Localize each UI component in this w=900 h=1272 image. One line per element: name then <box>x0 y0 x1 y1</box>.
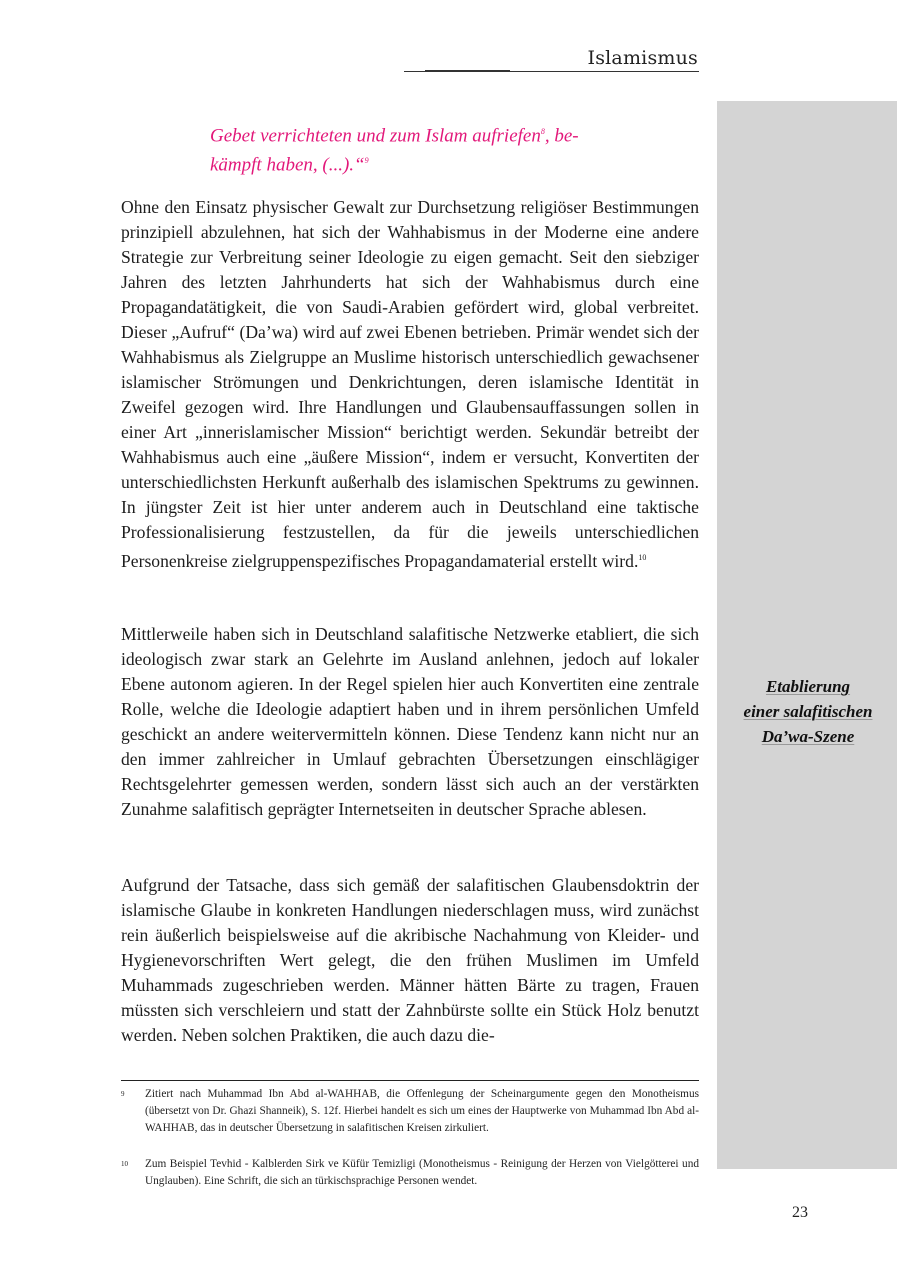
sidebar-heading-line-3: Da’wa-Szene <box>761 727 855 746</box>
header-rule-accent <box>425 70 510 72</box>
sidebar-heading-line-1: Etablierung <box>765 677 851 696</box>
block-quote <box>210 119 615 178</box>
footnote-ref-10: 10 <box>638 553 647 562</box>
footnote-ref-8: 8 <box>540 127 545 136</box>
footnote-number: 10 <box>121 1160 128 1168</box>
footnote-text: Zitiert nach Muhammad Ibn Abd al-WAHHAB, die Offenlegung der Scheinargumente gegen den Monotheismus (übersetzt von Dr. Ghazi Shanneik), S. 12f. Hierbei handelt es sich um eines der Hauptwerke von Muhammad Ibn Abd al-WAHHAB, das in deutscher Übersetzung in salafitischen Kreisen zirkuliert. <box>145 1088 699 1134</box>
footnote-rule <box>121 1080 699 1081</box>
footnote-text: Zum Beispiel Tevhid - Kalblerden Sirk ve Küfür Temizligi (Monotheismus - Reinigung der Herzen von Vielgötterei und Unglauben). Eine Schrift, die sich an türkischsprachige Personen wendet. <box>145 1158 699 1187</box>
footnote-ref-9: 9 <box>364 156 369 166</box>
body-paragraph-1-text: Ohne den Einsatz physischer Gewalt zur Durchsetzung religiöser Bestimmungen prinzipiell abzulehnen, hat sich der Wahhabismus in der Moderne eine andere Strategie zur Verbreitung seiner Ideologie zu eigen gemacht. Seit den siebziger Jahren des letzten Jahrhunderts hat sich der Wahhabismus durch eine Propagandatätigkeit, die von Saudi-Arabien gefördert wird, global verbreitet. Dieser „Aufruf“ (Da’wa) wird auf zwei Ebenen betrieben. Primär wendet sich der Wahhabismus als Zielgruppe an Muslime historisch unterschiedlich gewachsener islamischer Strömungen und Denkrichtungen, deren islamische Identität in Zweifel gezogen wird. Ihre Handlungen und Glaubensauffassungen sollen in einer Art „innerislamischer Mission“ berichtigt werden. Sekundär betreibt der Wahhabismus auch eine „äußere Mission“, indem er versucht, Konvertiten der unterschiedlichsten Herkunft außerhalb des islamischen Spektrums zu gewinnen. In jüngster Zeit ist hier unter anderem auch in Deutschland eine taktische Professionalisierung festzustellen, da für die jeweils unterschiedlichen Personenkreise zielgruppenspezifisches Propagandamaterial erstellt wird. <box>121 197 699 571</box>
body-paragraph-2: Mittlerweile haben sich in Deutschland salafitische Netzwerke etabliert, die sich ideologisch zwar stark an Gelehrte im Ausland anlehnen, jedoch auf lokaler Ebene autonom agieren. In der Regel spielen hier auch Konvertiten eine zentrale Rolle, welche die Ideologie adaptiert haben und in ihrem persönlichen Umfeld geschickt an andere weitervermitteln können. Diese Tendenz kann nicht nur an den immer zahlreicher in Umlauf gebrachten Übersetzungen einschlägiger Rechtsgelehrter gemessen werden, sondern lässt sich auch an der verstärkten Zunahme salafitisch geprägter Internetseiten in deutscher Sprache ablesen. <box>121 624 699 819</box>
page-number: 23 <box>792 1204 808 1221</box>
quote-line-1: Gebet verrichteten und zum Islam aufriefen <box>210 125 541 147</box>
footnote-number: 9 <box>121 1090 125 1098</box>
body-paragraph-1 <box>121 195 699 574</box>
sidebar-heading-line-2: einer salafitischen <box>743 702 873 721</box>
margin-sidebar <box>717 101 897 1169</box>
footnote-10 <box>121 1156 699 1190</box>
quote-line-2: kämpft haben, (...).“ <box>210 154 365 176</box>
sidebar-heading <box>726 674 890 749</box>
quote-line-1-tail: , be- <box>544 125 579 147</box>
running-header-title: Islamismus <box>587 47 698 69</box>
footnote-9 <box>121 1086 699 1137</box>
body-paragraph-3: Aufgrund der Tatsache, dass sich gemäß der salafitischen Glaubensdoktrin der islamische Glaube in konkreten Handlungen niederschlagen muss, wird zunächst rein äußerlich beispielsweise auf die akribische Nachahmung von Kleider- und Hygienevorschriften Wert gelegt, die den frühen Muslimen im Umfeld Muhammads zugeschrieben werden. Männer hätten Bärte zu tragen, Frauen müssten sich verschleiern und statt der Zahnbürste sollte ein Stück Holz benutzt werden. Neben solchen Praktiken, die auch dazu die- <box>121 875 699 1045</box>
